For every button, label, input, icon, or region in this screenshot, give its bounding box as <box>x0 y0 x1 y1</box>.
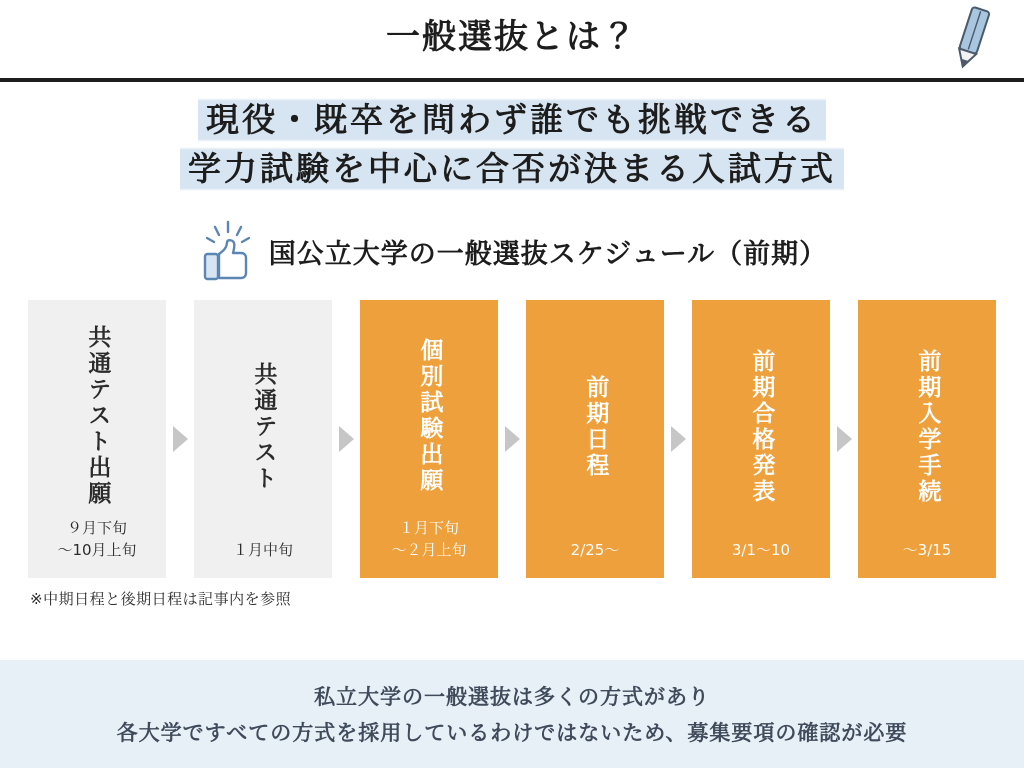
flow-step-1 <box>28 300 166 578</box>
flow-step-5-date: 3/1〜10 <box>731 540 791 559</box>
flow-step-4 <box>526 300 664 578</box>
schedule-subhead <box>0 220 1024 284</box>
schedule-flow <box>0 300 1024 578</box>
flow-step-2-label: 共通テスト <box>250 361 277 492</box>
footer-line-1: 私立大学の一般選抜は多くの方式があり <box>314 685 710 709</box>
flow-step-4-date: 2/25〜 <box>570 540 620 559</box>
flow-arrow-2 <box>339 426 354 452</box>
footer-band <box>0 660 1024 768</box>
lead-line-1: 現役・既卒を問わず誰でも挑戦できる <box>198 96 826 145</box>
flow-step-3-date: １月下旬 〜２月上旬 <box>391 519 467 559</box>
thumbs-up-icon <box>197 220 259 284</box>
flow-step-6-date: 〜3/15 <box>902 540 952 559</box>
flow-step-6 <box>858 300 996 578</box>
footnote: ※中期日程と後期日程は記事内を参照 <box>30 589 292 608</box>
flow-arrow-1 <box>173 426 188 452</box>
flow-arrow-4 <box>671 426 686 452</box>
footer-line-2: 各大学ですべての方式を採用しているわけではないため、募集要項の確認が必要 <box>116 721 908 745</box>
schedule-subhead-label: 国公立大学の一般選抜スケジュール（前期） <box>268 239 828 271</box>
flow-arrow-5 <box>837 426 852 452</box>
flow-step-3 <box>360 300 498 578</box>
flow-arrow-3 <box>505 426 520 452</box>
pencil-icon <box>942 2 1002 74</box>
page-header <box>0 0 1024 82</box>
flow-step-1-label: 共通テスト出願 <box>84 324 111 507</box>
page-title: 一般選抜とは？ <box>386 17 638 57</box>
flow-step-1-date: ９月下旬 〜10月上旬 <box>57 519 137 559</box>
flow-step-6-label: 前期入学手続 <box>914 348 941 505</box>
lead-block <box>0 96 1024 194</box>
flow-step-5-label: 前期合格発表 <box>748 348 775 505</box>
flow-step-4-label: 前期日程 <box>582 374 609 479</box>
lead-line-2: 学力試験を中心に合否が決まる入試方式 <box>180 145 844 194</box>
flow-step-2-date: １月中旬 <box>232 540 293 559</box>
flow-step-3-label: 個別試験出願 <box>416 337 443 494</box>
flow-step-5 <box>692 300 830 578</box>
flow-step-2 <box>194 300 332 578</box>
